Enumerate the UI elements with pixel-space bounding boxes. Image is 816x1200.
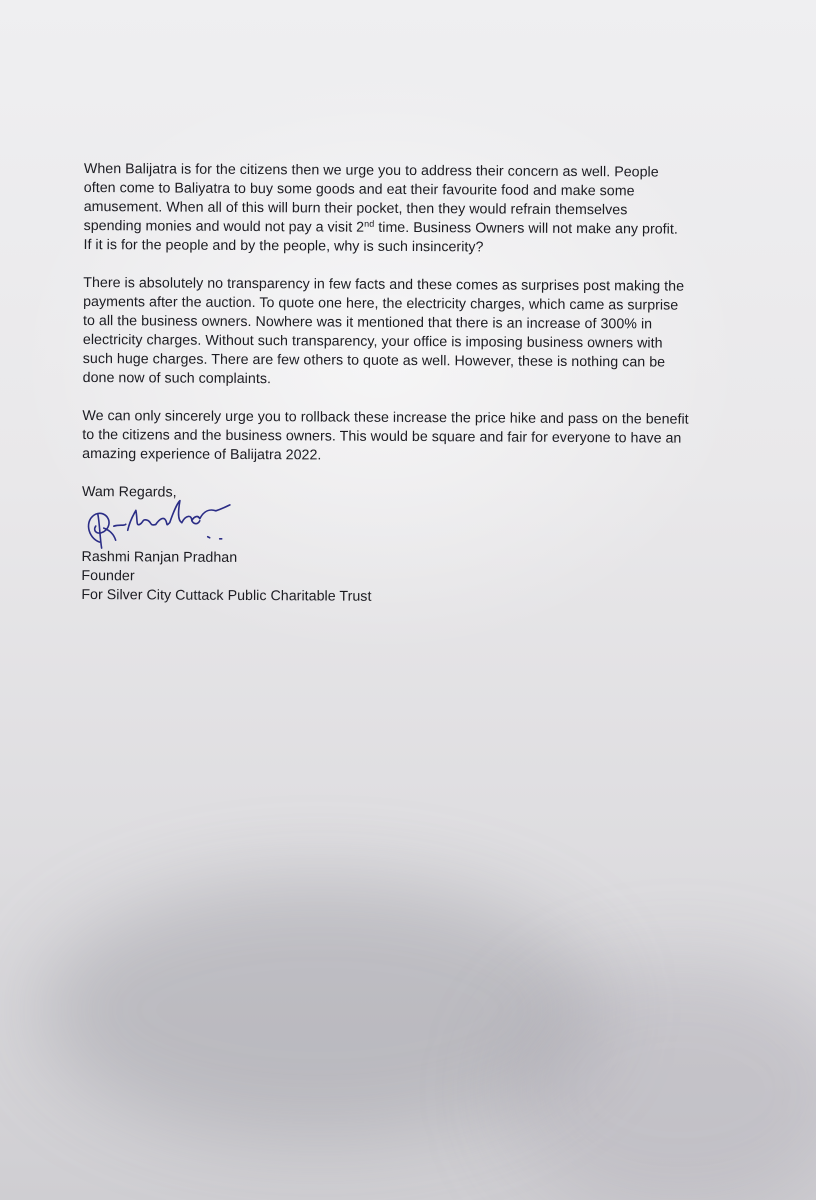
text-line: to all the business owners. Nowhere was it mentioned that there is an increase of 300% in: [82, 312, 653, 333]
handwritten-signature-icon: [70, 480, 270, 561]
text-line: If it is for the people and by the people, why is such insincerity?: [83, 236, 484, 256]
text-line: electricity charges. Without such transparency, your office is imposing business owners with: [82, 331, 663, 352]
signatory-organization: For Silver City Cuttack Public Charitable Trust: [81, 586, 372, 605]
text-line: amazing experience of Balijatra 2022.: [82, 445, 322, 464]
text-line: done now of such complaints.: [82, 369, 272, 388]
paragraph-request: [82, 407, 782, 468]
signatory-name: Rashmi Ranjan Pradhan: [81, 548, 238, 566]
paragraph-transparency: [83, 274, 784, 392]
text-line: to the citizens and the business owners. This would be square and fair for everyone to have an: [82, 426, 682, 447]
text-line: When Balijatra is for the citizens then we urge you to address their concern as well. People: [83, 160, 659, 181]
signatory-title: Founder: [81, 567, 135, 585]
text-line: There is absolutely no transparency in few facts and these comes as surprises post making the: [83, 274, 685, 295]
text-line: We can only sincerely urge you to rollback these increase the price hike and pass on the benefit: [82, 407, 689, 428]
text-line: such huge charges. There are few others to quote as well. However, these is nothing can be: [82, 350, 666, 371]
ordinal-suffix: nd: [364, 218, 375, 229]
letter-body: [81, 160, 784, 609]
text-line: amusement. When all of this will burn their pocket, then they would refrain themselves: [83, 198, 628, 219]
letter-closing: [81, 483, 782, 609]
text-segment: time. Business Owners will not make any profit.: [374, 219, 678, 238]
text-segment: spending monies and would not pay a visit 2: [83, 217, 365, 236]
text-line: payments after the auction. To quote one here, the electricity charges, which came as surprise: [83, 293, 679, 314]
signature-area: [82, 502, 782, 552]
closing-salutation: Wam Regards,: [81, 483, 177, 501]
text-line: often come to Baliyatra to buy some goods and eat their favourite food and make some: [83, 179, 635, 200]
paragraph-concern: [83, 160, 784, 259]
